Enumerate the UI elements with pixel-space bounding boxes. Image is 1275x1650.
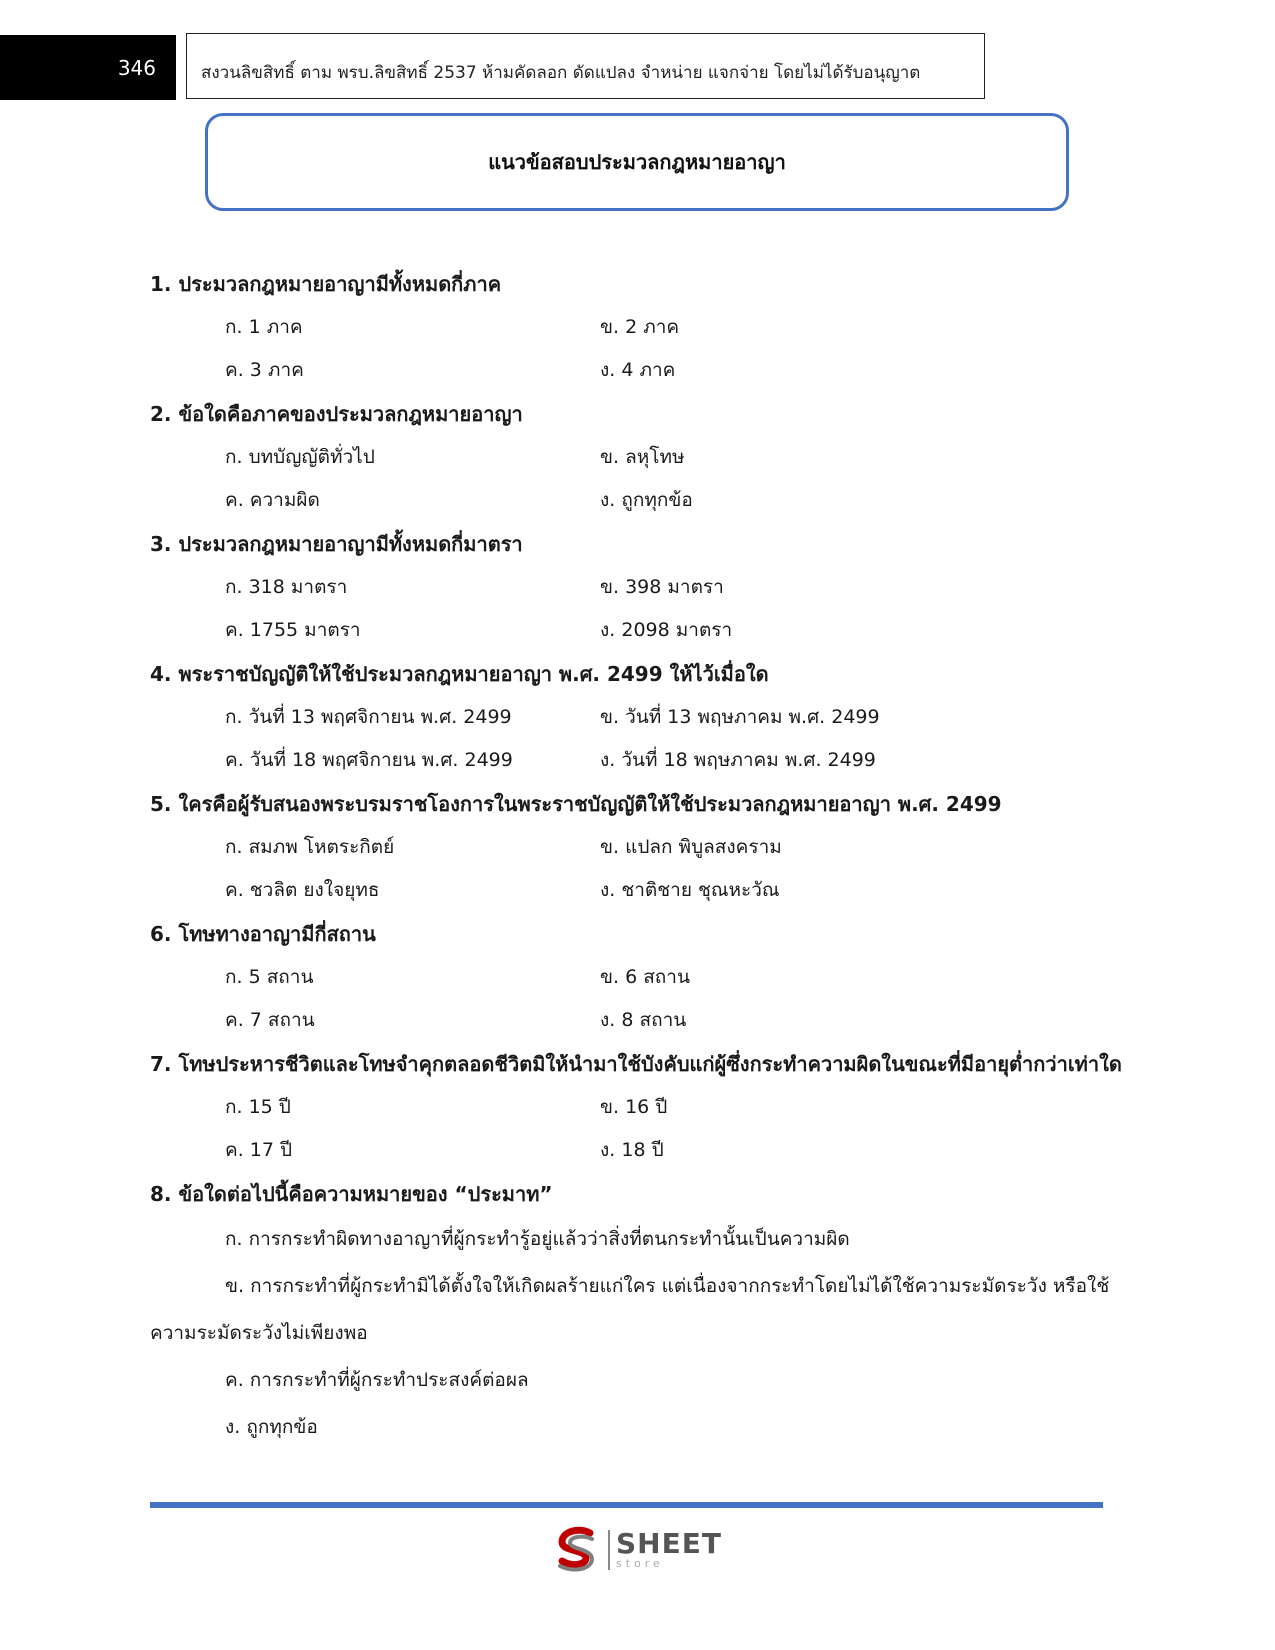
choice-d: ง. ชาติชาย ชุณหะวัณ — [600, 879, 780, 901]
choice-a: ก. บทบัญญัติทั่วไป — [225, 446, 375, 468]
choice-c: ค. การกระทำที่ผู้กระทำประสงค์ต่อผล — [225, 1369, 529, 1391]
question-7 — [150, 1042, 1130, 1172]
question-text: 1. ประมวลกฎหมายอาญามีทั้งหมดกี่ภาค — [150, 272, 502, 296]
choice-b: ข. 2 ภาค — [600, 316, 680, 338]
choice-c: ค. 17 ปี — [225, 1139, 293, 1161]
choice-c: ค. 7 สถาน — [225, 1009, 315, 1031]
question-text: 5. ใครคือผู้รับสนองพระบรมราชโองการในพระราชบัญญัติให้ใช้ประมวลกฎหมายอาญา พ.ศ. 2499 — [150, 792, 1002, 816]
choice-d: ง. 2098 มาตรา — [600, 619, 733, 641]
sheet-store-logo-icon — [552, 1525, 602, 1575]
question-text: 4. พระราชบัญญัติให้ใช้ประมวลกฎหมายอาญา พ.ศ. 2499 ให้ไว้เมื่อใด — [150, 662, 769, 686]
footer-rule — [150, 1502, 1103, 1508]
choice-b: ข. การกระทำที่ผู้กระทำมิได้ตั้งใจให้เกิดผลร้ายแก่ใคร แต่เนื่องจากกระทำโดยไม่ได้ใช้ความระมัดระวัง หรือใช้ความระมัดระวังไม่เพียงพอ — [150, 1275, 1110, 1344]
choice-d: ง. ถูกทุกข้อ — [225, 1416, 318, 1438]
question-1 — [150, 262, 1130, 392]
question-text: 6. โทษทางอาญามีกี่สถาน — [150, 922, 376, 946]
copyright-notice — [186, 33, 985, 99]
copyright-text: สงวนลิขสิทธิ์ ตาม พรบ.ลิขสิทธิ์ 2537 ห้ามคัดลอก ดัดแปลง จำหน่าย แจกจ่าย โดยไม่ได้รับอนุญาต — [201, 63, 921, 83]
question-4 — [150, 652, 1130, 782]
choice-a: ก. 15 ปี — [225, 1096, 291, 1118]
question-list — [150, 262, 1130, 1451]
choice-b: ข. 16 ปี — [600, 1096, 668, 1118]
choice-a: ก. สมภพ โหตระกิตย์ — [225, 836, 395, 858]
choice-a: ก. 1 ภาค — [225, 316, 303, 338]
question-text: 3. ประมวลกฎหมายอาญามีทั้งหมดกี่มาตรา — [150, 532, 523, 556]
choice-b: ข. ลหุโทษ — [600, 446, 685, 468]
choice-b: ข. วันที่ 13 พฤษภาคม พ.ศ. 2499 — [600, 706, 880, 728]
choice-c: ค. 3 ภาค — [225, 359, 304, 381]
page-title: แนวข้อสอบประมวลกฎหมายอาญา — [205, 113, 1069, 211]
question-text: 8. ข้อใดต่อไปนี้คือความหมายของ “ประมาท” — [150, 1182, 553, 1206]
page-number: 346 — [0, 35, 176, 100]
question-6 — [150, 912, 1130, 1042]
choice-d: ง. 8 สถาน — [600, 1009, 687, 1031]
logo-store-text: store — [616, 1557, 664, 1570]
choice-a: ก. วันที่ 13 พฤศจิกายน พ.ศ. 2499 — [225, 706, 512, 728]
question-8 — [150, 1172, 1130, 1451]
choice-a: ก. การกระทำผิดทางอาญาที่ผู้กระทำรู้อยู่แล้วว่าสิ่งที่ตนกระทำนั้นเป็นความผิด — [225, 1228, 850, 1250]
choice-d: ง. วันที่ 18 พฤษภาคม พ.ศ. 2499 — [600, 749, 876, 771]
choice-b: ข. 398 มาตรา — [600, 576, 724, 598]
choice-d: ง. 4 ภาค — [600, 359, 676, 381]
sheet-store-logo — [552, 1522, 722, 1578]
logo-sheet-text: SHEET — [616, 1527, 722, 1560]
question-3 — [150, 522, 1130, 652]
choice-b: ข. 6 สถาน — [600, 966, 690, 988]
choice-d: ง. 18 ปี — [600, 1139, 664, 1161]
choice-a: ก. 318 มาตรา — [225, 576, 348, 598]
question-text: 7. โทษประหารชีวิตและโทษจำคุกตลอดชีวิตมิให้นำมาใช้บังคับแก่ผู้ซึ่งกระทำความผิดในขณะที่มีอายุต่ำกว่าเท่าใด — [150, 1052, 1122, 1076]
choice-d: ง. ถูกทุกข้อ — [600, 489, 693, 511]
question-text: 2. ข้อใดคือภาคของประมวลกฎหมายอาญา — [150, 402, 523, 426]
question-5 — [150, 782, 1130, 912]
question-2 — [150, 392, 1130, 522]
choice-c: ค. วันที่ 18 พฤศจิกายน พ.ศ. 2499 — [225, 749, 513, 771]
choice-c: ค. 1755 มาตรา — [225, 619, 361, 641]
choice-c: ค. ชวลิต ยงใจยุทธ — [225, 879, 380, 901]
choice-c: ค. ความผิด — [225, 489, 320, 511]
choice-b: ข. แปลก พิบูลสงคราม — [600, 836, 782, 858]
choice-a: ก. 5 สถาน — [225, 966, 314, 988]
